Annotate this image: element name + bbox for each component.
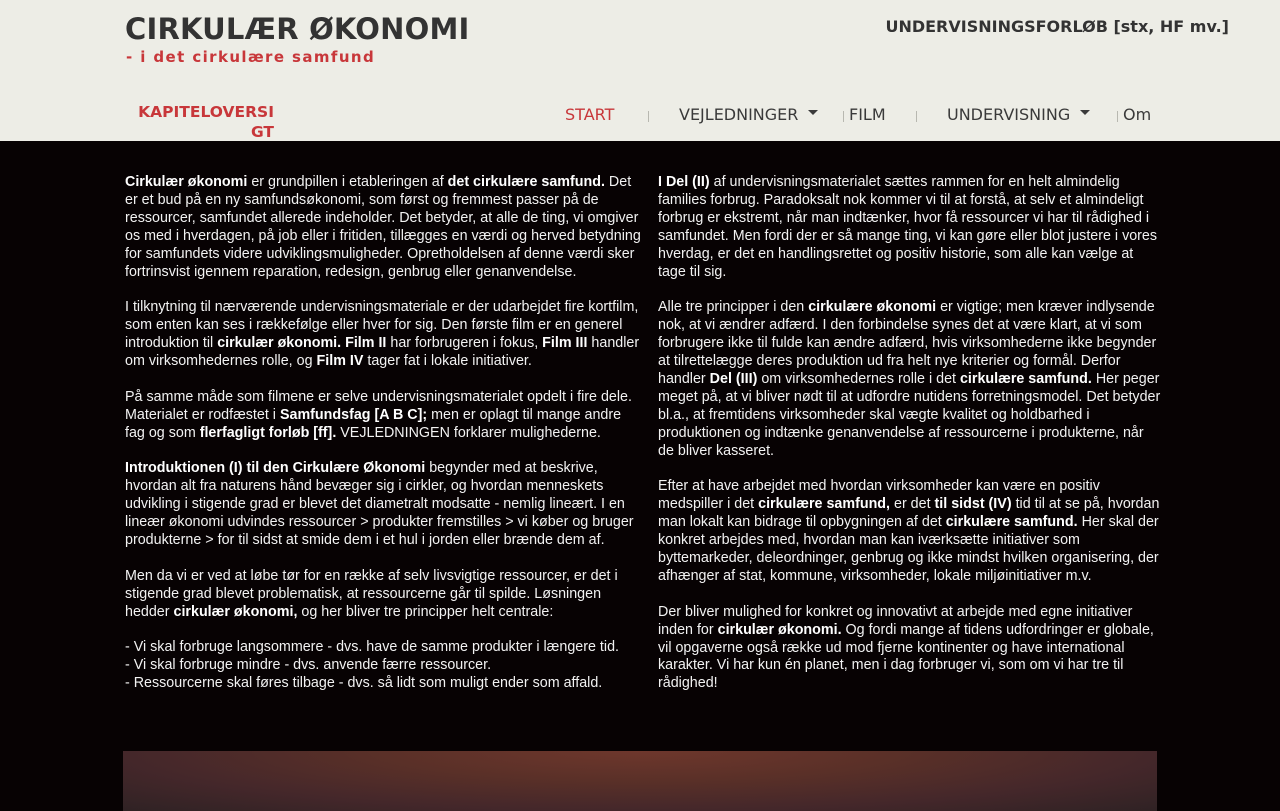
text-run: tid til at se på, hvordan man lokalt kan bidrage til opbygningen af det <box>658 496 1160 531</box>
text-run: om virksomhedernes rolle i det <box>757 370 960 387</box>
bold-text: Film IV <box>316 353 364 370</box>
nav-separator <box>1117 111 1118 122</box>
text-run: Her skal der konkret arbejdes med, hvordan man kan iværksætte initiativer som byttemarkeder, deleordninger, genbrug og ikke mindst hvilken organisering, der afhænger af stat, kommune, virksomheder, lokale miljøinitiativer m.v. <box>658 514 1159 584</box>
nav-item-label: FILM <box>849 105 886 124</box>
bold-text: Cirkulær økonomi <box>125 174 248 190</box>
text-run: Der bliver mulighed for konkret og innovativt at arbejde med egne initiativer inden for <box>658 603 1133 638</box>
nav-separator <box>916 111 917 122</box>
text-run: Og fordi mange af tidens udfordringer er globale, vil opgaverne også række ud mod fjerne kontinenter og have international karakter. Vi har kun én planet, men i dag forbruger vi, som om vi har tre til rådighed! <box>658 621 1154 692</box>
bold-text: cirkulære økonomi <box>808 299 937 316</box>
nav-item-label: Om <box>1123 105 1152 124</box>
principle-item: - Ressourcerne skal føres tilbage - dvs. så lidt som muligt ender som affald. <box>125 675 603 692</box>
text-run: I tilknytning til nærværende undervisningsmateriale er der udarbejdet fire kortfilm, som enten kan ses i rækkefølge eller hver for sig. Den første film er en generel introduktion til <box>125 299 639 352</box>
principle-item: - Vi skal forbruge langsommere - dvs. have de samme produkter i længere tid. <box>125 639 619 656</box>
bold-text: Samfundsfag [A B C]; <box>279 406 428 423</box>
text-run: men er oplagt til mange andre fag og som <box>125 406 622 441</box>
principle-item: - Vi skal forbruge mindre - dvs. anvende færre ressourcer. <box>125 657 492 674</box>
caret-down-icon <box>1080 110 1090 115</box>
text-run: har forbrugeren i fokus, <box>386 335 543 352</box>
paragraph <box>125 568 643 622</box>
principles-list <box>125 639 643 693</box>
text-run: Men da vi er ved at løbe tør for en række af selv livsvigtige ressourcer, er det i stigende grad blevet problematisk, at ressourcerne går til spilde. Løsningen hedder <box>125 567 618 620</box>
bold-text: cirkulær økonomi. <box>717 621 842 638</box>
text-run: handler om virksomhedernes rolle, og <box>125 335 640 370</box>
paragraph <box>658 174 1163 281</box>
text-run: Her peger meget på, at vi bliver nødt til at udfordre nutidens forretningsmodel. Det betyder bl.a., at fremtidens virksomheder skal vægte kvalitet og holdbarhed i produktionen og indtænke genanvendelse af ressourcerne i produkterne, når de bliver kasseret. <box>658 370 1161 459</box>
nav-item-vejledninger[interactable] <box>679 105 818 124</box>
nav-separator <box>843 111 844 122</box>
paragraph <box>125 460 643 550</box>
bold-text: Film III <box>542 335 588 352</box>
text-run: VEJLEDNINGEN forklarer mulighederne. <box>336 424 601 441</box>
text-run: Efter at have arbejdet med hvordan virksomheder kan være en positiv medspiller i det <box>658 478 1100 513</box>
paragraph <box>658 478 1163 585</box>
caret-down-icon <box>808 110 818 115</box>
hero-image <box>123 751 1157 811</box>
content-column-right <box>658 174 1163 711</box>
site-header <box>0 0 1280 141</box>
paragraph <box>125 389 643 443</box>
text-run: begynder med at beskrive, hvordan alt fra naturens hånd bevæger sig i cirkler, og hvordan menneskets udvikling i stigende grad er blevet det diametralt modsatte - nemlig lineært. I en lineær økonomi udvindes ressourcer > produkter fremstilles > vi køber og bruger produkterne > for til sidst at smide dem i et hul i jorden eller brænde dem af. <box>125 460 634 549</box>
bold-text: I Del (II) <box>658 174 710 190</box>
nav-separator <box>648 111 649 122</box>
chapter-overview-link[interactable]: KAPITELOVERSIGT <box>138 103 274 141</box>
site-subtitle: - i det cirkulære samfund <box>126 48 376 66</box>
bold-text: cirkulære samfund. <box>959 370 1092 387</box>
nav-item-om[interactable] <box>1123 105 1151 124</box>
bold-text: til sidst (IV) <box>934 496 1012 513</box>
text-run: af undervisningsmaterialet sættes rammen for en helt almindelig families forbrug. Paradoksalt nok kommer vi til at forstå, at selv et almindeligt forbrug er ekstremt, når man indtænker, hvor få ressourcer vi har til rådighed i samfundet. Men fordi der er så mange ting, vi kan gøre eller blot justere i vores hverdag, er det en handlingsrettet og positiv historie, som alle kan vælge at tage til sig. <box>658 174 1158 280</box>
bold-text: cirkulære samfund. <box>945 514 1078 531</box>
course-label-link[interactable]: UNDERVISNINGSFORLØB [stx, HF mv.] <box>885 17 1229 36</box>
nav-item-label: VEJLEDNINGER <box>679 105 799 124</box>
paragraph <box>658 604 1163 694</box>
bold-text: cirkulær økonomi. Film II <box>217 335 387 352</box>
nav-item-start[interactable] <box>565 105 614 124</box>
text-run: Alle tre principper i den <box>658 299 809 316</box>
nav-item-label: START <box>565 105 615 124</box>
nav-item-undervisning[interactable] <box>947 105 1090 124</box>
text-run: er vigtige; men kræver indlysende nok, at vi ændrer adfærd. I den forbindelse synes det at være klart, at vi som forbrugere ikke til fulde kan ændre adfærd, hvis virksomhederne ikke begynder at tilrettelægge deres produktion ud fra helt nye kriterier og formål. Derfor handler <box>658 299 1157 387</box>
text-run: er det <box>890 496 935 513</box>
text-run: og her bliver tre principper helt centrale: <box>297 603 554 620</box>
bold-text: Del (III) <box>709 370 758 387</box>
nav-item-label: UNDERVISNING <box>947 105 1071 124</box>
bold-text: Introduktionen (I) til den Cirkulære Økonomi <box>125 460 426 477</box>
bold-text: flerfagligt forløb [ff]. <box>199 424 337 441</box>
text-run: tager fat i lokale initiativer. <box>363 353 532 370</box>
paragraph <box>125 299 643 371</box>
nav-item-film[interactable] <box>849 105 886 124</box>
paragraph <box>125 174 643 281</box>
bold-text: det cirkulære samfund. <box>447 174 605 190</box>
text-run: Det er et bud på en ny samfundsøkonomi, som først og fremmest passer på de ressourcer, samfundet allerede indeholder. Det betyder, at alle de ting, vi omgiver os med i hverdagen, på job eller i fritiden, tillægges en værdi og herved betydning for samfundets videre udviklingsmuligheder. Opretholdelsen af denne værdi sker fortrinsvist igennem reparation, redesign, genbrug eller genanvendelse. <box>125 174 641 280</box>
content-column-left <box>125 174 643 711</box>
text-run: På samme måde som filmene er selve undervisningsmaterialet opdelt i fire dele. Materialet er rodfæstet i <box>125 388 632 423</box>
bold-text: cirkulær økonomi, <box>173 603 298 620</box>
bold-text: cirkulære samfund, <box>758 496 891 513</box>
paragraph <box>658 299 1163 460</box>
text-run: er grundpillen i etableringen af <box>247 174 448 190</box>
site-title[interactable]: CIRKULÆR ØKONOMI <box>125 12 470 46</box>
